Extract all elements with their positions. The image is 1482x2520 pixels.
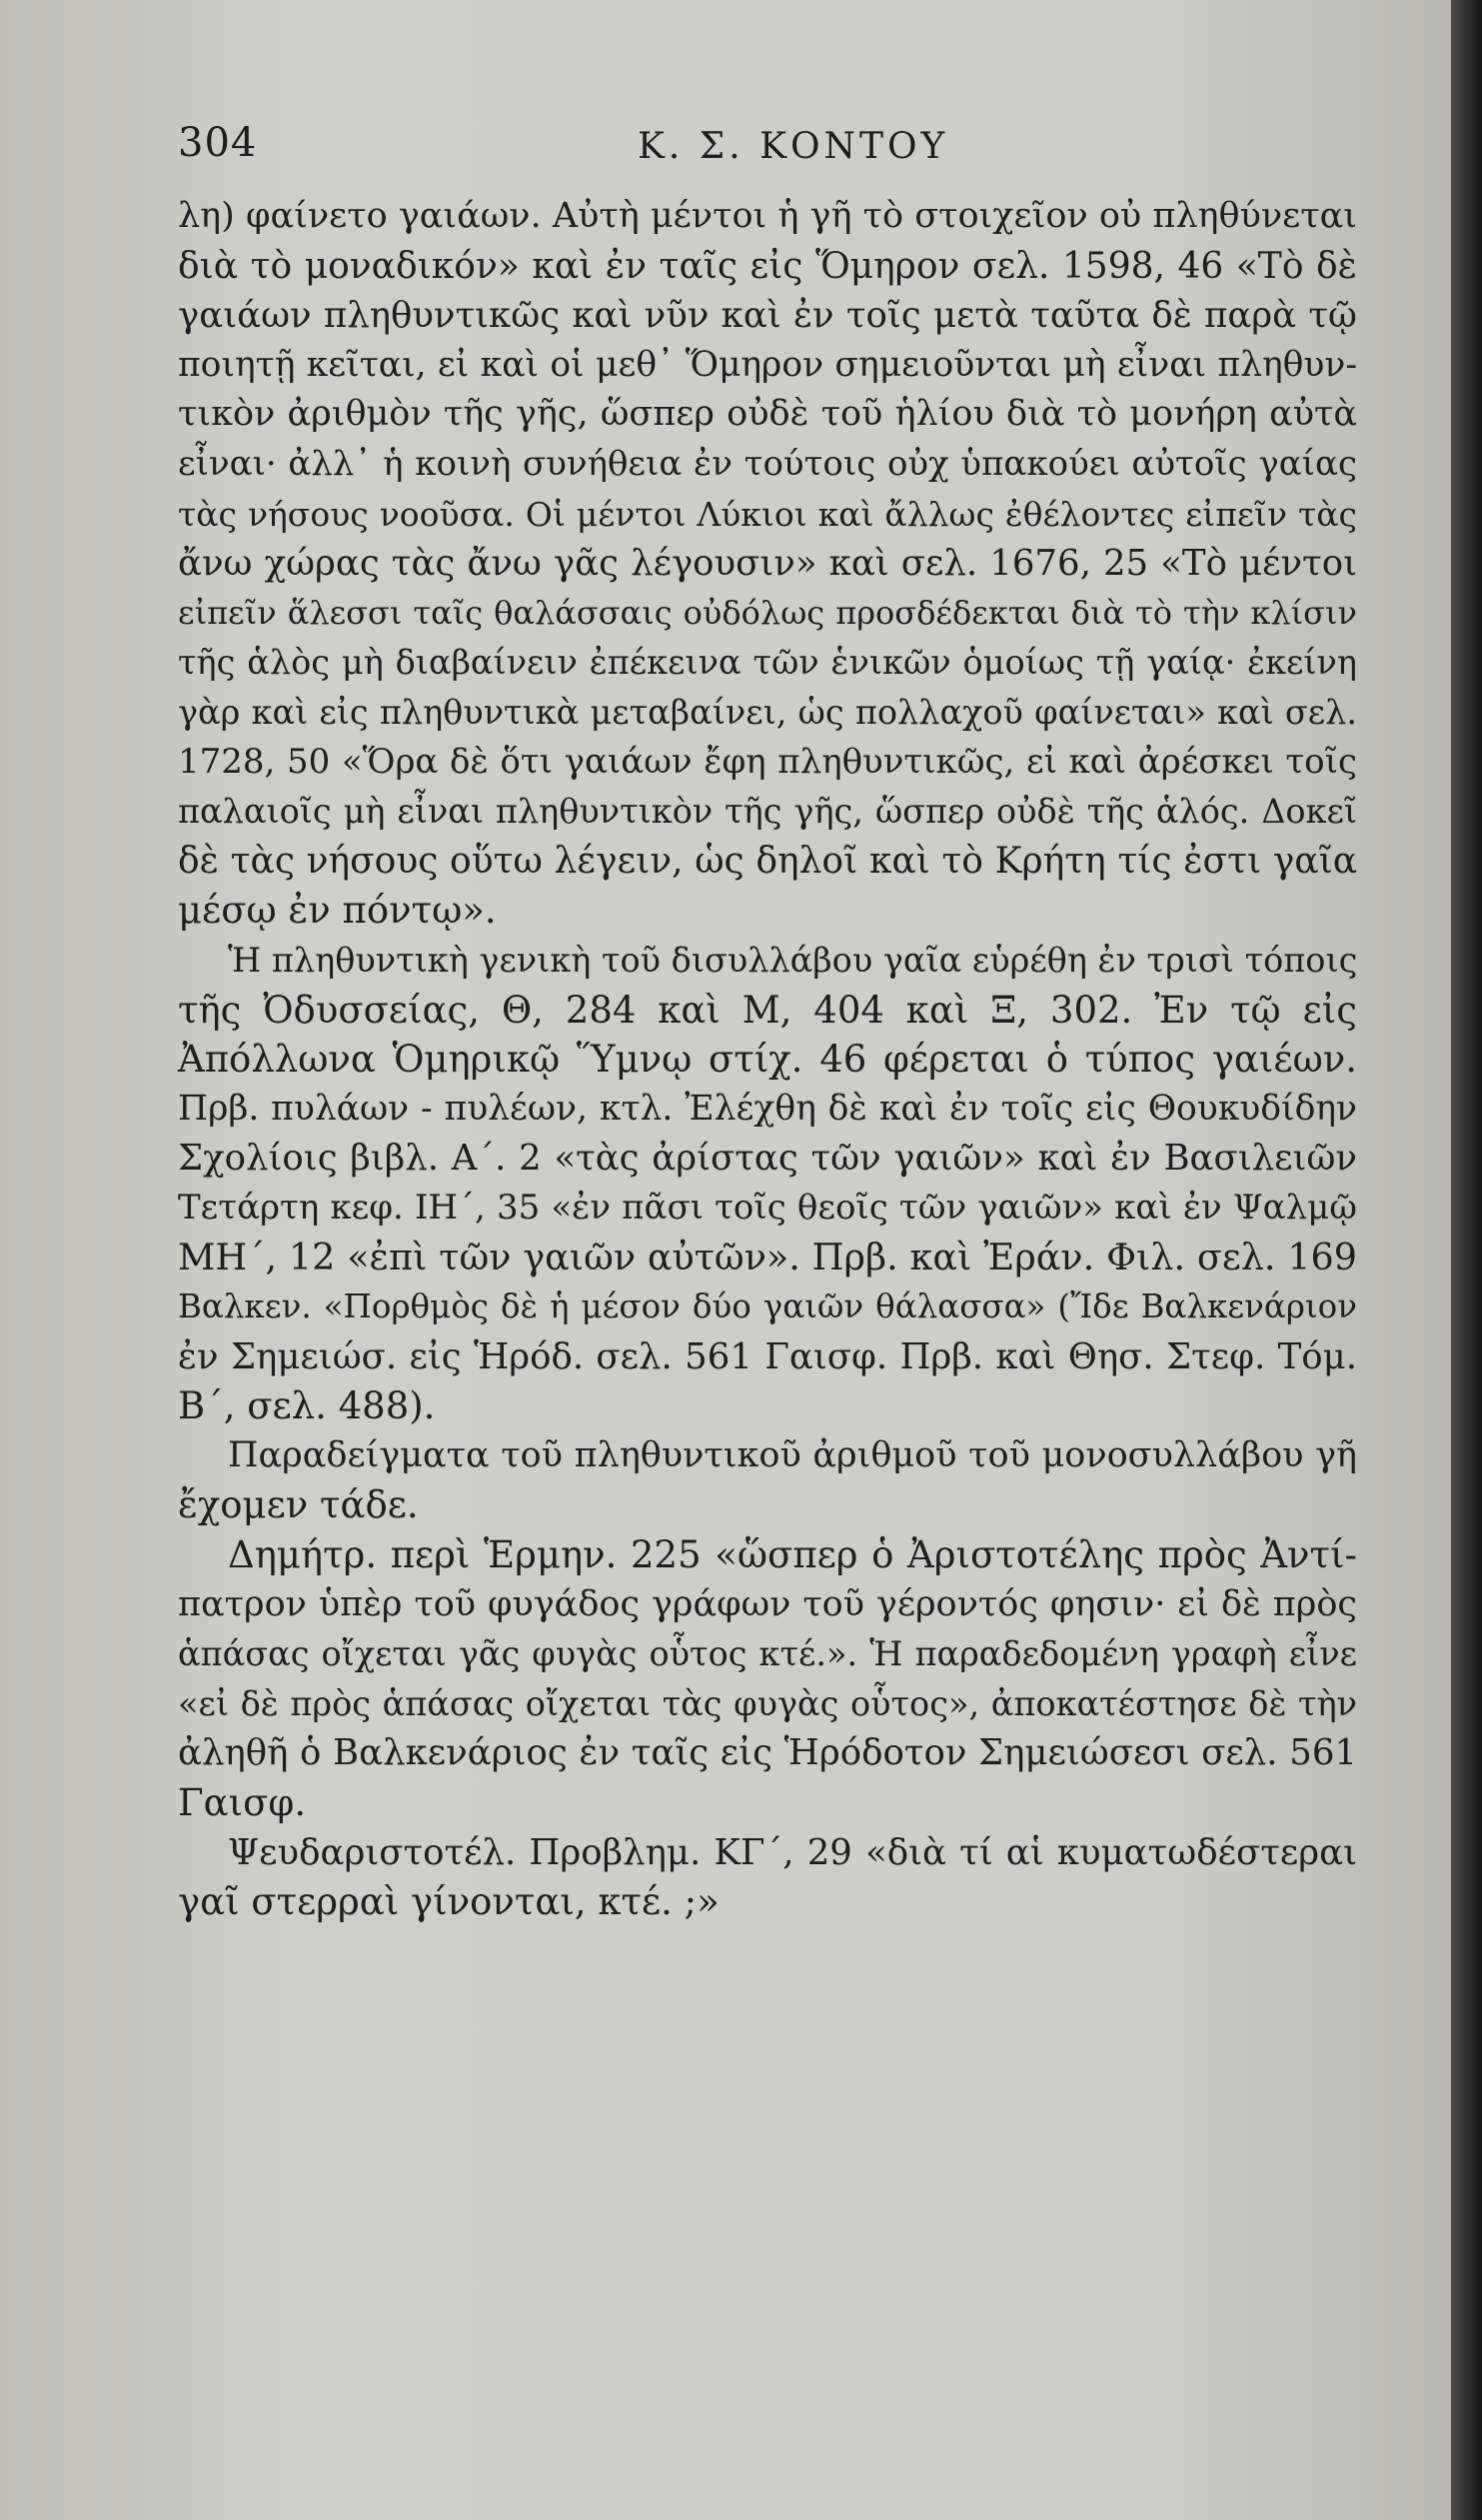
text-line: τῆς Ὀδυσσείας, Θ, 284 καὶ Μ, 404 καὶ Ξ, 302. Ἐν τῷ εἰς: [178, 988, 1357, 1032]
page-number: 304: [178, 120, 258, 166]
text-line: ἄνω χώρας τὰς ἄνω γᾶς λέγουσιν» καὶ σελ. 1676, 25 «Τὸ μέντοι: [178, 543, 1357, 585]
text-line: παλαιοῖς μὴ εἶναι πληθυντικὸν τῆς γῆς, ὥσπερ οὐδὲ τῆς ἁλός. Δοκεῖ: [178, 792, 1357, 832]
text-line: γαιάων πληθυντικῶς καὶ νῦν καὶ ἐν τοῖς μετὰ ταῦτα δὲ παρὰ τῷ: [178, 295, 1357, 337]
text-line: γὰρ καὶ εἰς πληθυντικὰ μεταβαίνει, ὡς πολλαχοῦ φαίνεται» καὶ σελ.: [178, 692, 1357, 732]
text-line: Ἀπόλλωνα Ὁμηρικῷ Ὕμνῳ στίχ. 46 φέρεται ὁ τύπος γαιέων.: [178, 1038, 1357, 1082]
book-spine-edge: [1451, 0, 1482, 2520]
text-line: «εἰ δὲ πρὸς ἁπάσας οἴχεται τὰς φυγὰς οὗτος», ἀποκατέστησε δὲ τὴν: [178, 1683, 1357, 1723]
text-line: Γαισφ.: [178, 1781, 307, 1824]
text-line: Τετάρτη κεφ. ΙΗ΄, 35 «ἐν πᾶσι τοῖς θεοῖς τῶν γαιῶν» καὶ ἐν Ψαλμῷ: [178, 1187, 1357, 1228]
running-head: Κ. Σ. ΚΟΝΤΟΥ: [638, 126, 949, 167]
text-line: δὲ τὰς νήσους οὕτω λέγειν, ὡς δηλοῖ καὶ τὸ Κρήτη τίς ἐστι γαῖα: [178, 840, 1357, 882]
text-line: τῆς ἁλὸς μὴ διαβαίνειν ἐπέκεινα τῶν ἑνικῶν ὁμοίως τῇ γαίᾳ· ἐκείνη: [178, 643, 1357, 683]
text-line: ἀληθῆ ὁ Βαλκενάριος ἐν ταῖς εἰς Ἡρόδοτον Σημειώσεσι σελ. 561: [178, 1732, 1357, 1774]
text-line: Β΄, σελ. 488).: [178, 1384, 436, 1428]
text-line: εἶναι· ἀλλ᾽ ἡ κοινὴ συνήθεια ἐν τούτοις οὐχ ὑπακούει αὐτοῖς γαίας: [178, 443, 1357, 484]
text-line: ἐν Σημειώσ. εἰς Ἡρόδ. σελ. 561 Γαισφ. Πρβ. καὶ Θησ. Στεφ. Τόμ.: [178, 1335, 1357, 1377]
text-line: ἔχομεν τάδε.: [178, 1483, 419, 1527]
text-line: λη) φαίνετο γαιάων. Αὐτὴ μέντοι ἡ γῆ τὸ στοιχεῖον οὐ πληθύνεται: [178, 196, 1357, 236]
text-line: εἰπεῖν ἅλεσσι ταῖς θαλάσσαις οὐδόλως προσδέδεκται διὰ τὸ τὴν κλίσιν: [178, 593, 1357, 632]
page-header: [178, 120, 1357, 180]
text-line: Παραδείγματα τοῦ πληθυντικοῦ ἀριθμοῦ τοῦ μονοσυλλάβου γῆ: [228, 1434, 1357, 1475]
text-line: 1728, 50 «Ὅρα δὲ ὅτι γαιάων ἔφη πληθυντικῶς, εἰ καὶ ἀρέσκει τοῖς: [178, 741, 1357, 782]
text-line: τικὸν ἀριθμὸν τῆς γῆς, ὥσπερ οὐδὲ τοῦ ἡλίου διὰ τὸ μονήρη αὐτὰ: [178, 394, 1357, 435]
text-line: γαῖ στερραὶ γίνονται, κτέ. ;»: [178, 1880, 720, 1924]
text-line: τὰς νήσους νοοῦσα. Οἱ μέντοι Λύκιοι καὶ ἄλλως ἐθέλοντες εἰπεῖν τὰς: [178, 494, 1357, 534]
text-line: ποιητῇ κεῖται, εἰ καὶ οἱ μεθ᾽ Ὅμηρον σημειοῦνται μὴ εἶναι πληθυν-: [178, 344, 1357, 385]
text-line: ἁπάσας οἴχεται γᾶς φυγὰς οὗτος κτέ.». Ἡ παραδεδομένη γραφὴ εἶνε: [178, 1634, 1357, 1674]
text-line: Βαλκεν. «Πορθμὸς δὲ ἡ μέσον δύο γαιῶν θάλασσα» (Ἴδε Βαλκενάριον: [178, 1287, 1357, 1326]
page-body-text: [178, 192, 1357, 1927]
text-line: διὰ τὸ μοναδικόν» καὶ ἐν ταῖς εἰς Ὅμηρον σελ. 1598, 46 «Τὸ δὲ: [178, 245, 1357, 287]
text-line: Σχολίοις βιβλ. Α΄. 2 «τὰς ἀρίστας τῶν γαιῶν» καὶ ἐν Βασιλειῶν: [178, 1138, 1357, 1180]
text-line: ΜΗ΄, 12 «ἐπὶ τῶν γαιῶν αὐτῶν». Πρβ. καὶ Ἐράν. Φιλ. σελ. 169: [178, 1236, 1357, 1279]
text-line: Ψευδαριστοτέλ. Προβλημ. ΚΓ΄, 29 «διὰ τί αἱ κυματωδέστεραι: [228, 1831, 1357, 1873]
text-line: Ἡ πληθυντικὴ γενικὴ τοῦ δισυλλάβου γαῖα εὑρέθη ἐν τρισὶ τόποις: [228, 940, 1358, 980]
text-line: μέσῳ ἐν πόντῳ».: [178, 889, 497, 933]
text-line: Πρβ. πυλάων - πυλέων, κτλ. Ἐλέχθη δὲ καὶ ἐν τοῖς εἰς Θουκυδίδην: [178, 1088, 1357, 1129]
text-line: πατρον ὑπὲρ τοῦ φυγάδος γράφων τοῦ γέροντός φησιν· εἰ δὲ πρὸς: [178, 1583, 1357, 1624]
text-line: Δημήτρ. περὶ Ἑρμην. 225 «ὥσπερ ὁ Ἀριστοτέλης πρὸς Ἀντί-: [228, 1533, 1357, 1577]
